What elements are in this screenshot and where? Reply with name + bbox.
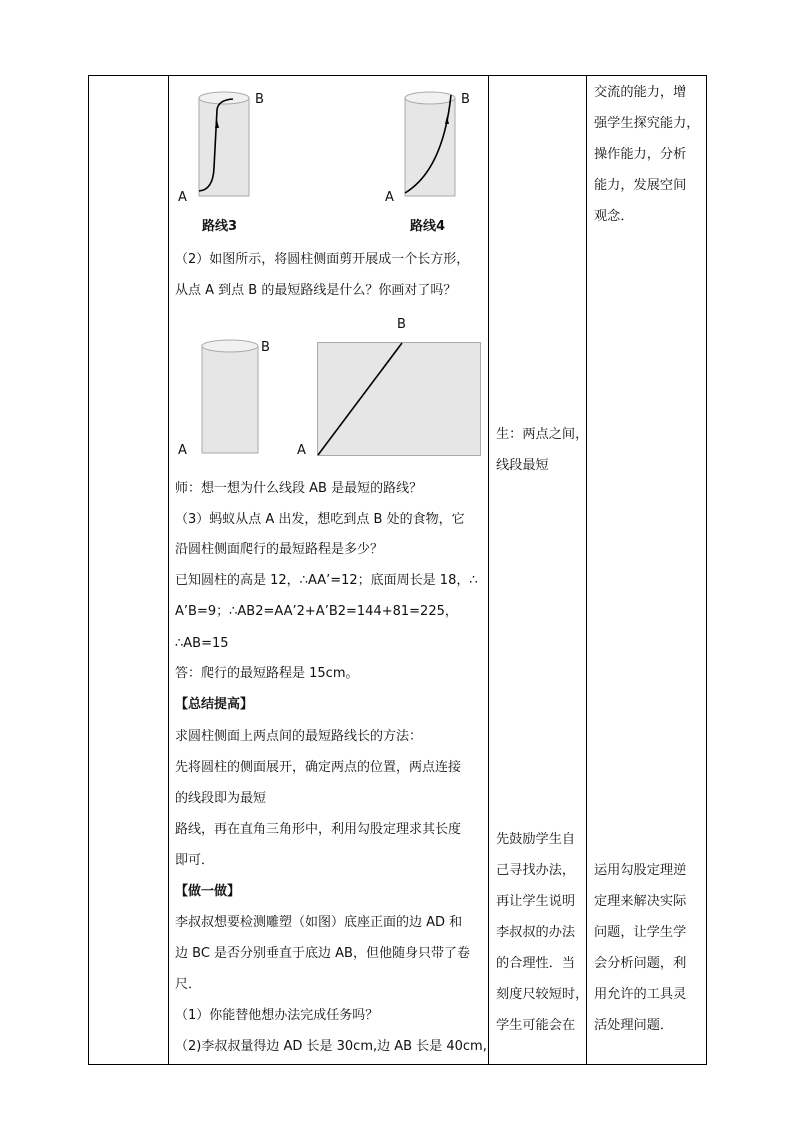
route4-label-a: A — [385, 190, 394, 205]
cylinder-figure — [197, 338, 267, 458]
text-line: 师：想一想为什么线段 AB 是最短的路线？ — [175, 481, 423, 496]
text-line: 会分析问题，利 — [594, 956, 687, 971]
text-line: 定理来解决实际 — [594, 894, 687, 909]
unrolled-label-a: A — [297, 443, 306, 458]
text-line: 的线段即为最短 — [175, 791, 267, 806]
text-line: （2）如图所示，将圆柱侧面剪开展成一个长方形， — [175, 252, 470, 267]
text-line: 沿圆柱侧面爬行的最短路程是多少？ — [175, 542, 384, 557]
route4-label-b: B — [461, 92, 470, 107]
text-line: 刻度尺较短时， — [496, 987, 589, 1002]
unrolled-rectangle-figure — [317, 342, 481, 456]
design-purpose-cell — [587, 76, 708, 1064]
text-line: 能力，发展空间 — [594, 178, 687, 193]
text-line: （2)李叔叔量得边 AD 长是 30cm,边 AB 长是 40cm, — [175, 1039, 487, 1054]
text-line: ∴AB=15 — [175, 636, 229, 651]
text-line: 已知圆柱的高是 12，∴AA’=12；底面周长是 18，∴ — [175, 573, 478, 588]
text-line: 操作能力，分析 — [594, 147, 687, 162]
teaching-process-cell — [169, 76, 489, 1064]
text-line: 己寻找办法， — [496, 863, 576, 878]
route4-caption: 路线4 — [410, 219, 446, 234]
text-line: A’B=9；∴AB2=AA’2+A’B2=144+81=225， — [175, 604, 458, 619]
cylinder-label-a: A — [178, 443, 187, 458]
text-line: 尺． — [175, 977, 202, 992]
cylinder-label-b: B — [261, 340, 270, 355]
text-line: 运用勾股定理逆 — [594, 863, 687, 878]
route3-caption: 路线3 — [202, 219, 238, 234]
route3-label-b: B — [255, 92, 264, 107]
text-line: 的合理性．当 — [496, 956, 576, 971]
text-line: 李叔叔想要检测雕塑（如图）底座正面的边 AD 和 — [175, 915, 463, 930]
text-line: 再让学生说明 — [496, 894, 576, 909]
text-line: 路线，再在直角三角形中，利用勾股定理求其长度 — [175, 822, 462, 837]
text-line: 答：爬行的最短路程是 15cm。 — [175, 666, 359, 681]
text-line: 从点 A 到点 B 的最短路线是什么？你画对了吗？ — [175, 283, 457, 298]
text-line: 观念． — [594, 209, 634, 224]
text-line: 先鼓励学生自 — [496, 832, 576, 847]
text-line: （1）你能替他想办法完成任务吗？ — [175, 1008, 379, 1023]
text-line: 活处理问题． — [594, 1018, 674, 1033]
unrolled-label-b: B — [397, 317, 406, 332]
student-activity-cell — [489, 76, 589, 1064]
section-heading: 【做一做】 — [175, 884, 241, 899]
section-heading: 【总结提高】 — [175, 697, 254, 712]
text-line: 即可． — [175, 853, 215, 868]
text-line: 求圆柱侧面上两点间的最短路线长的方法： — [175, 729, 423, 744]
text-line: 学生可能会在 — [496, 1018, 576, 1033]
text-line: 交流的能力，增 — [594, 85, 687, 100]
text-line: 用允许的工具灵 — [594, 987, 687, 1002]
text-line: 李叔叔的办法 — [496, 925, 576, 940]
text-line: 边 BC 是否分别垂直于底边 AB，但他随身只带了卷 — [175, 946, 470, 961]
text-line: 先将圆柱的侧面展开，确定两点的位置，两点连接 — [175, 760, 462, 775]
text-line: 生：两点之间， — [496, 427, 589, 442]
text-line: （3）蚂蚁从点 A 出发，想吃到点 B 处的食物，它 — [175, 512, 465, 527]
lesson-table — [88, 75, 707, 1065]
text-line: 强学生探究能力， — [594, 116, 700, 131]
text-line: 问题，让学生学 — [594, 925, 687, 940]
text-line: 线段最短 — [496, 458, 549, 473]
route3-label-a: A — [178, 190, 187, 205]
